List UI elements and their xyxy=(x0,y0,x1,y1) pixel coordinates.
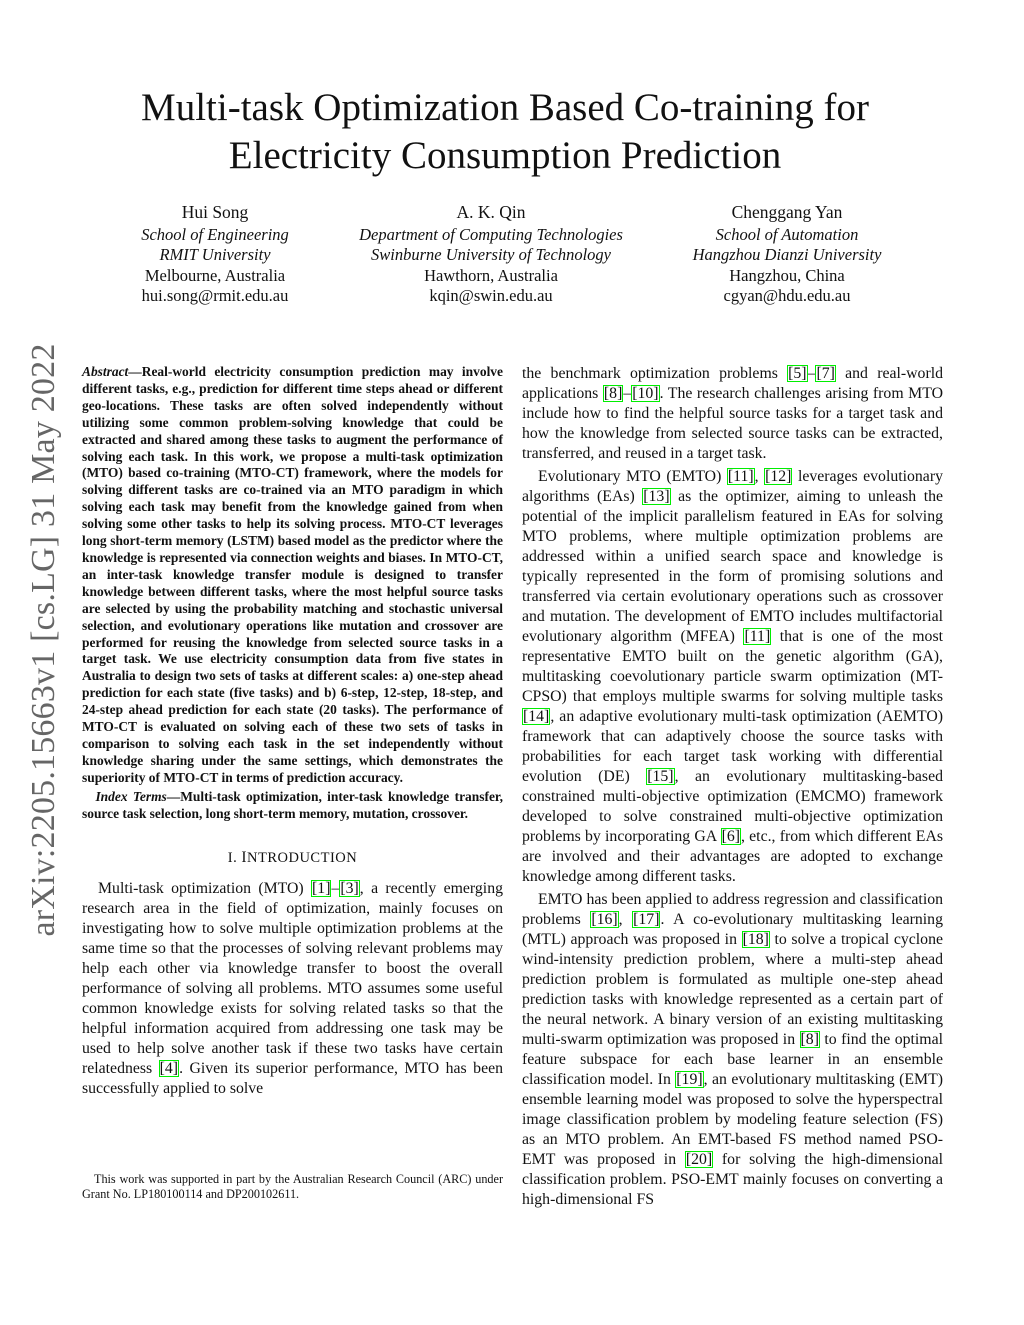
abstract xyxy=(82,364,503,787)
abstract-label: Abstract xyxy=(82,364,129,379)
citation-link[interactable]: [4] xyxy=(159,1060,179,1078)
citation-link[interactable]: [17] xyxy=(633,911,660,928)
author-location: Hangzhou, China xyxy=(729,265,845,285)
citation-link[interactable]: [12] xyxy=(765,468,792,485)
text-run: , an adaptive evolutionary multi-task optimization (AEMTO) framework that can adaptively choose the source tasks with probabilities for each target task working with differential evolution (DE) xyxy=(522,708,943,785)
author-email[interactable]: kqin@swin.edu.au xyxy=(429,286,553,306)
text-run: leverages evolutionary algorithms (EAs) xyxy=(522,468,943,505)
text-run: , an evolutionary multitasking (EMT) ensemble learning model was proposed to solve the hyperspectral image classification problem by modeling feature selection (FS) as an MTO problem. An EMT-based FS method named PSO-EMT was proposed in xyxy=(522,1071,943,1168)
text-run: . Given its superior performance, MTO has been successfully applied to solve xyxy=(82,1060,503,1098)
intro-paragraph-1 xyxy=(82,879,503,1099)
citation-link[interactable]: [10] xyxy=(632,385,659,402)
abstract-text: —Real-world electricity consumption prediction may involve different tasks, e.g., prediction for different time steps ahead or different geo-locations. These tasks are often solved independently without utilizing some common problem-solving knowledge that could be extracted and shared among these tasks to augment the performance of solving each task. In this work, we propose a multi-task optimization (MTO) based co-training (MTO-CT) framework, where the models for solving different tasks are co-trained via an MTO paradigm in which solving each task may benefit from the knowledge gained from when solving some other tasks to help its solving process. MTO-CT leverages long short-term memory (LSTM) based model as the predictor where the knowledge is represented via connection weights and biases. In MTO-CT, an inter-task knowledge transfer module is designed to transfer knowledge between different tasks, where the most helpful source tasks are selected by using the probability matching and stochastic universal selection, and evolutionary operations like mutation and crossover are performed for reusing the knowledge from selected source tasks in a target task. We use electricity consumption data from five states in Australia to design two sets of tasks at different scales: a) one-step ahead prediction for each state (five tasks) and b) 6-step, 12-step, 18-step, and 24-step ahead prediction for each state (20 tasks). The performance of MTO-CT is evaluated on solving each of these two sets of tasks in comparison to solving each task in the set independently without knowledge sharing under the same settings, which demonstrates the superiority of MTO-CT in terms of prediction accuracy. xyxy=(82,364,503,785)
text-run: EMTO has been applied to address regression and classification problems xyxy=(522,891,943,928)
author-department: School of Automation xyxy=(715,224,859,244)
text-run: , an evolutionary multitasking-based constrained multi-objective optimization (EMCMO) framework developed to solve constrained multi-objective optimization problems by incorporating GA xyxy=(522,768,943,845)
section-number: I. xyxy=(227,850,238,867)
citation-link[interactable]: [1] xyxy=(312,880,331,898)
section-title-rest: NTRODUCTION xyxy=(247,850,358,867)
citation-link[interactable]: [5] xyxy=(788,365,807,382)
text-run: as the optimizer, aiming to unleash the potential of the implicit parallelism featured in EAs for solving MTO problems, where multiple optimization problems are addressed within a unified search space and knowledge is typically represented in the form of promising solutions and transferred via certain evolutionary operations such as crossover and mutation. The development of EMTO includes multifactorial evolutionary algorithm (MFEA) xyxy=(522,488,943,645)
citation-link[interactable]: [20] xyxy=(685,1151,713,1168)
text-run: the benchmark optimization problems xyxy=(522,365,788,382)
index-terms-label: Index Terms xyxy=(95,788,167,804)
author-institution: Swinburne University of Technology xyxy=(371,245,611,265)
citation-link[interactable]: [14] xyxy=(523,708,550,725)
section-heading-introduction xyxy=(82,849,503,867)
citation-link[interactable]: [8] xyxy=(800,1031,819,1048)
text-run: – xyxy=(623,385,632,402)
author-location: Hawthorn, Australia xyxy=(424,265,558,285)
text-run: , xyxy=(618,911,633,928)
author-department: Department of Computing Technologies xyxy=(359,224,623,244)
text-run: Multi-task optimization (MTO) xyxy=(98,880,312,898)
paper-title: Multi-task Optimization Based Co-training for Electricity Consumption Prediction xyxy=(141,86,869,177)
author-block-2 xyxy=(346,202,636,307)
index-terms-text: —Multi-task optimization, inter-task knowledge transfer, source task selection, long short-term memory, mutation, crossover. xyxy=(82,788,503,821)
author-name: Chenggang Yan xyxy=(731,202,843,222)
citation-link[interactable]: [19] xyxy=(676,1071,703,1088)
citation-link[interactable]: [7] xyxy=(816,365,835,382)
text-run: , a recently emerging research area in the field of optimization, mainly focuses on investigating how to solve multiple optimization problems at the same time so that the processes of solving relevant problems may help each other via knowledge transfer to boost the overall performance of solving all problems. MTO assumes some useful common knowledge exists for solving related tasks so that the helpful information acquired from addressing one task may be used to help solve another task if these two tasks have certain relatedness xyxy=(82,880,503,1078)
left-column xyxy=(82,364,503,1099)
text-run: for solving the high-dimensional classification problem. PSO-EMT mainly focuses on converting a high-dimensional FS xyxy=(522,1151,943,1208)
text-run: – xyxy=(331,880,340,898)
intro-paragraph-2 xyxy=(522,467,943,887)
arxiv-identifier: arXiv:2205.15663v1 [cs.LG] 31 May 2022 xyxy=(25,343,62,937)
citation-link[interactable]: [15] xyxy=(647,768,674,785)
author-department: School of Engineering xyxy=(141,224,289,244)
citation-link[interactable]: [18] xyxy=(742,931,769,948)
section-title-initial: I xyxy=(241,849,248,867)
text-run: . The research challenges arising from MTO include how to find the helpful source tasks for a target task and how the knowledge from selected source tasks can be extracted, transferred, and reused in a target task. xyxy=(522,385,944,462)
text-run: . A co-evolutionary multitasking learning (MTL) approach was proposed in xyxy=(522,911,943,948)
text-run: to solve a tropical cyclone wind-intensity prediction problem, where a multi-step ahead prediction problem is formulated as multiple one-step ahead prediction tasks with knowledge represented as a certain part of the neural network. A binary version of an existing multitasking multi-swarm optimization was proposed in xyxy=(522,931,943,1048)
text-run: , etc., from which different EAs are involved and their advantages are adopted to exchange knowledge among different tasks. xyxy=(522,828,943,885)
citation-link[interactable]: [3] xyxy=(340,880,359,898)
author-location: Melbourne, Australia xyxy=(144,265,286,285)
citation-link[interactable]: [16] xyxy=(591,911,618,928)
text-run: to find the optimal feature subspace for each base learner in an ensemble classification model. In xyxy=(522,1031,943,1088)
index-terms xyxy=(82,789,503,823)
author-name: Hui Song xyxy=(181,202,249,222)
author-block-3 xyxy=(642,202,932,307)
citation-link[interactable]: [6] xyxy=(721,828,740,845)
author-name: A. K. Qin xyxy=(456,202,526,222)
author-email[interactable]: hui.song@rmit.edu.au xyxy=(141,286,289,306)
author-block-1 xyxy=(70,202,360,307)
intro-paragraph-1-continued xyxy=(522,364,943,464)
citation-link[interactable]: [11] xyxy=(744,628,771,645)
text-run: that is one of the most representative EMTO built on the genetic algorithm (GA), multitasking coevolutionary particle swarm optimization (MT-CPSO) that employs multiple swarms for solving multiple tasks xyxy=(522,628,943,705)
intro-paragraph-3 xyxy=(522,890,943,1210)
citation-link[interactable]: [8] xyxy=(603,385,623,402)
citation-link[interactable]: [13] xyxy=(643,488,670,505)
text-run: and real-world applications xyxy=(522,365,943,402)
author-institution: RMIT University xyxy=(159,245,271,265)
footnote-funding: This work was supported in part by the Australian Research Council (ARC) under Grant No. LP180100114 and DP200102611. xyxy=(82,1172,503,1201)
text-run: – xyxy=(807,365,816,382)
author-institution: Hangzhou Dianzi University xyxy=(692,245,882,265)
text-run: , xyxy=(754,468,765,485)
right-column xyxy=(522,364,943,1210)
citation-link[interactable]: [11] xyxy=(727,468,754,485)
text-run: Evolutionary MTO (EMTO) xyxy=(538,468,727,485)
author-email[interactable]: cgyan@hdu.edu.au xyxy=(723,286,851,306)
